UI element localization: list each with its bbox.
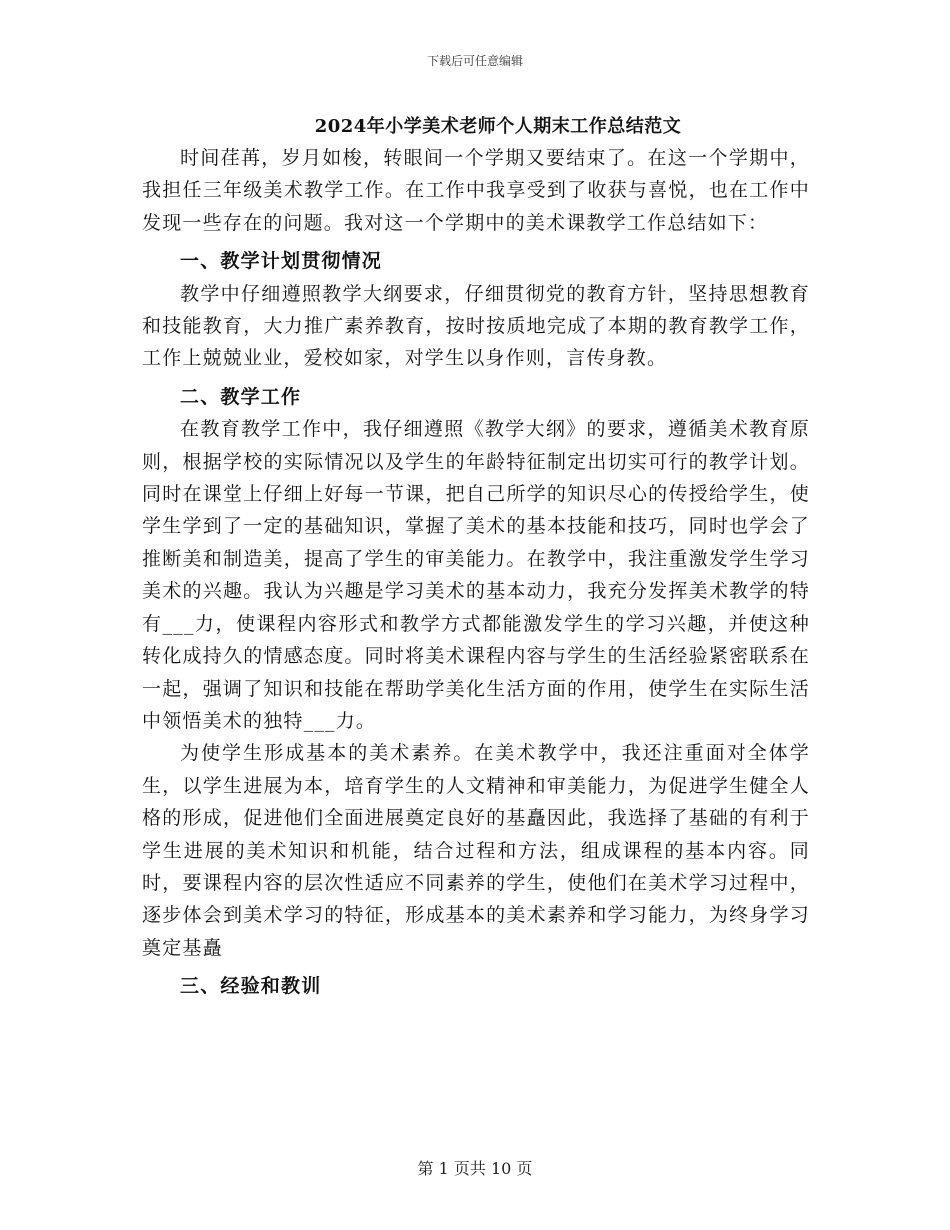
intro-paragraph: 时间荏苒，岁月如梭，转眼间一个学期又要结束了。在这一个学期中，我担任三年级美术教学工作。在工作中我享受到了收获与喜悦，也在工作中发现一些存在的问题。我对这一个学期中的美术课教学工作总结如下：: [142, 147, 810, 234]
section-2-heading: 二、教学工作: [180, 385, 302, 408]
document-title: 2024年小学美术老师个人期末工作总结范文: [314, 116, 682, 137]
page-footer: 第 1 页共 10 页: [417, 1159, 533, 1178]
section-2-paragraph-2: 为使学生形成基本的美术素养。在美术教学中，我还注重面对全体学生，以学生进展为本，培育学生的人文精神和审美能力，为促进学生健全人格的形成，促进他们全面进展奠定良好的基矗因此，我选择了基础的有利于学生进展的美术知识和机能，结合过程和方法，组成课程的基本内容。同时，要课程内容的层次性适应不同素养的学生，使他们在美术学习过程中，逐步体会到美术学习的特征，形成基本的美术素养和学习能力，为终身学习奠定基矗: [142, 742, 810, 959]
document-body: [142, 142, 810, 1003]
page-header: 下载后可任意编辑: [426, 54, 523, 68]
section-2-paragraph-1: 在教育教学工作中，我仔细遵照《教学大纲》的要求，遵循美术教育原则，根据学校的实际情况以及学生的年龄特征制定出切实可行的教学计划。同时在课堂上仔细上好每一节课，把自己所学的知识尽心的传授给学生，使学生学到了一定的基础知识，掌握了美术的基本技能和技巧，同时也学会了推断美和制造美，提高了学生的审美能力。在教学中，我注重激发学生学习美术的兴趣。我认为兴趣是学习美术的基本动力，我充分发挥美术教学的特有___力，使课程内容形式和教学方式都能激发学生的学习兴趣，并使这种转化成持久的情感态度。同时将美术课程内容与学生的生活经验紧密联系在一起，强调了知识和技能在帮助学美化生活方面的作用，使学生在实际生活中领悟美术的独特___力。: [142, 418, 810, 732]
section-1-heading: 一、教学计划贯彻情况: [180, 250, 383, 273]
section-1-paragraph: 教学中仔细遵照教学大纲要求，仔细贯彻党的教育方针，坚持思想教育和技能教育，大力推广素养教育，按时按质地完成了本期的教育教学工作，工作上兢兢业业，爱校如家，对学生以身作则，言传身教。: [142, 282, 810, 370]
section-3-heading: 三、经验和教训: [180, 975, 322, 998]
